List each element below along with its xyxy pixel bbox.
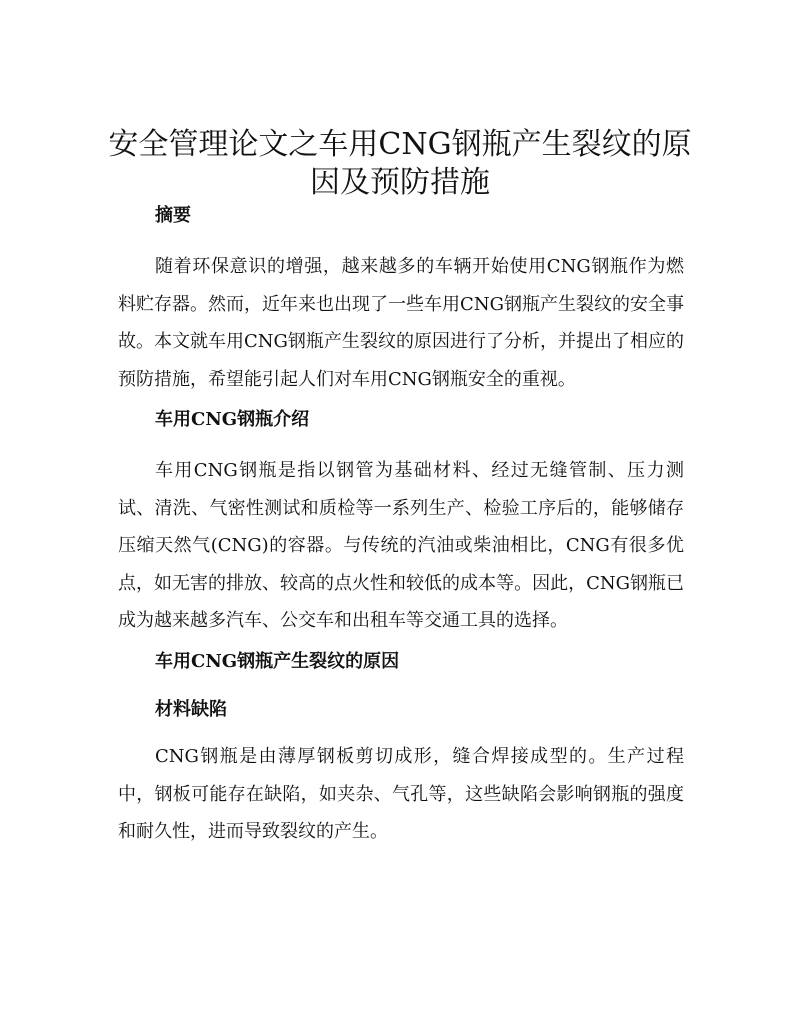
abstract-heading: 摘要 [155, 205, 191, 226]
abstract-paragraph: 随着环保意识的增强，越来越多的车辆开始使用CNG钢瓶作为燃料贮存器。然而，近年来也出现了一些车用CNG钢瓶产生裂纹的安全事故。本文就车用CNG钢瓶产生裂纹的原因进行了分析，并提出了相应的预防措施，希望能引起人们对车用CNG钢瓶安全的重视。 [118, 256, 684, 390]
causes-heading: 车用CNG钢瓶产生裂纹的原因 [155, 651, 400, 672]
material-defects-heading: 材料缺陷 [155, 699, 227, 720]
intro-heading: 车用CNG钢瓶介绍 [155, 409, 310, 430]
document-title: 安全管理论文之车用CNG钢瓶产生裂纹的原因及预防措施 [108, 127, 692, 200]
material-defects-paragraph: CNG钢瓶是由薄厚钢板剪切成形，缝合焊接成型的。生产过程中，钢板可能存在缺陷，如夹杂、气孔等，这些缺陷会影响钢瓶的强度和耐久性，进而导致裂纹的产生。 [118, 746, 684, 842]
intro-paragraph: 车用CNG钢瓶是指以钢管为基础材料、经过无缝管制、压力测试、清洗、气密性测试和质检等一系列生产、检验工序后的，能够储存压缩天然气(CNG)的容器。与传统的汽油或柴油相比，CNG有很多优点，如无害的排放、较高的点火性和较低的成本等。因此，CNG钢瓶已成为越来越多汽车、公交车和出租车等交通工具的选择。 [118, 460, 684, 631]
